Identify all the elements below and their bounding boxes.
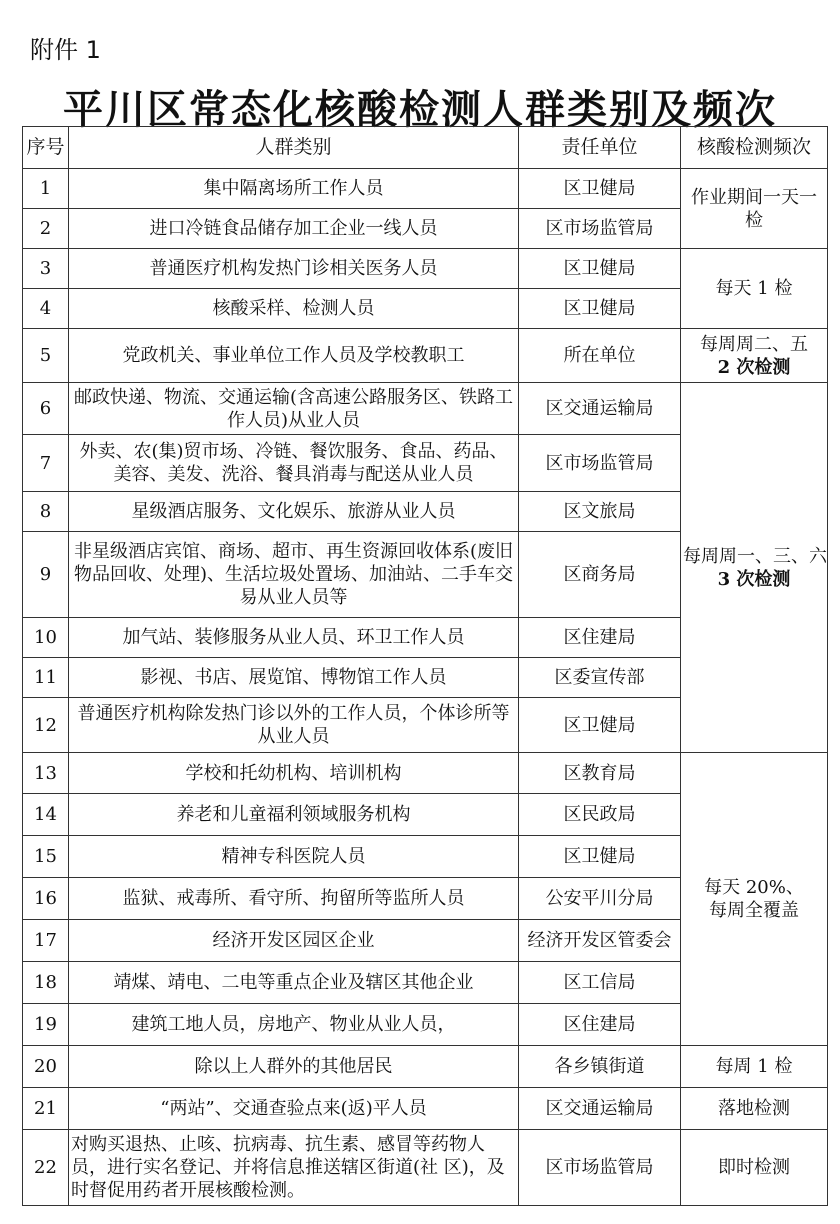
row-group: 非星级酒店宾馆、商场、超市、再生资源回收体系(废旧物品回收、处理)、生活垃圾处置场、加油站、二手车交易从业人员等 xyxy=(69,532,519,618)
table-row xyxy=(23,169,828,209)
row-group: 进口冷链食品储存加工企业一线人员 xyxy=(69,209,519,249)
table-row xyxy=(23,1130,828,1206)
table-row xyxy=(23,1046,828,1088)
row-unit: 区文旅局 xyxy=(519,492,681,532)
row-unit: 区住建局 xyxy=(519,618,681,658)
row-unit: 区工信局 xyxy=(519,962,681,1004)
row-group: 学校和托幼机构、培训机构 xyxy=(69,753,519,794)
document-title: 平川区常态化核酸检测人群类别及频次 xyxy=(63,87,777,133)
row-no: 8 xyxy=(23,492,69,532)
row-no: 16 xyxy=(23,878,69,920)
row-unit: 区委宣传部 xyxy=(519,658,681,698)
row-no: 12 xyxy=(23,698,69,753)
row-unit: 区交通运输局 xyxy=(519,383,681,435)
freq-cell xyxy=(681,753,828,1046)
freq-cell: 作业期间一天一检 xyxy=(681,169,828,249)
row-no: 10 xyxy=(23,618,69,658)
row-unit: 区住建局 xyxy=(519,1004,681,1046)
row-group: 核酸采样、检测人员 xyxy=(69,289,519,329)
header-row xyxy=(23,127,828,169)
freq-line: 每周周一、三、六 xyxy=(683,545,827,567)
header-group: 人群类别 xyxy=(69,127,519,169)
row-group: 党政机关、事业单位工作人员及学校教职工 xyxy=(69,329,519,383)
header-freq: 核酸检测频次 xyxy=(681,127,828,169)
row-unit: 区卫健局 xyxy=(519,836,681,878)
row-unit: 区民政局 xyxy=(519,794,681,836)
freq-line: 每周全覆盖 xyxy=(709,900,799,921)
row-no: 22 xyxy=(23,1130,69,1206)
row-no: 6 xyxy=(23,383,69,435)
row-no: 13 xyxy=(23,753,69,794)
row-no: 21 xyxy=(23,1088,69,1130)
row-no: 14 xyxy=(23,794,69,836)
row-group: 普通医疗机构除发热门诊以外的工作人员，个体诊所等从业人员 xyxy=(69,698,519,753)
row-unit: 区卫健局 xyxy=(519,249,681,289)
row-group: 除以上人群外的其他居民 xyxy=(69,1046,519,1088)
row-group: 外卖、农(集)贸市场、冷链、餐饮服务、食品、药品、美容、美发、洗浴、餐具消毒与配送从业人员 xyxy=(69,435,519,492)
row-group: “两站”、交通查验点来(返)平人员 xyxy=(69,1088,519,1130)
row-no: 3 xyxy=(23,249,69,289)
freq-line: 每天 20%、 xyxy=(704,877,804,898)
row-group: 星级酒店服务、文化娱乐、旅游从业人员 xyxy=(69,492,519,532)
table-row xyxy=(23,329,828,383)
row-unit: 各乡镇街道 xyxy=(519,1046,681,1088)
testing-table xyxy=(22,126,828,1206)
row-no: 5 xyxy=(23,329,69,383)
row-no: 15 xyxy=(23,836,69,878)
freq-cell: 即时检测 xyxy=(681,1130,828,1206)
table-row xyxy=(23,249,828,289)
row-unit: 区交通运输局 xyxy=(519,1088,681,1130)
row-unit: 经济开发区管委会 xyxy=(519,920,681,962)
row-group: 经济开发区园区企业 xyxy=(69,920,519,962)
row-no: 7 xyxy=(23,435,69,492)
freq-cell xyxy=(681,329,828,383)
row-group: 养老和儿童福利领域服务机构 xyxy=(69,794,519,836)
table-row xyxy=(23,753,828,794)
row-no: 11 xyxy=(23,658,69,698)
row-unit: 区卫健局 xyxy=(519,169,681,209)
row-group: 建筑工地人员，房地产、物业从业人员， xyxy=(69,1004,519,1046)
header-unit: 责任单位 xyxy=(519,127,681,169)
row-no: 19 xyxy=(23,1004,69,1046)
row-no: 9 xyxy=(23,532,69,618)
row-group: 影视、书店、展览馆、博物馆工作人员 xyxy=(69,658,519,698)
freq-cell: 每周 1 检 xyxy=(681,1046,828,1088)
row-group: 精神专科医院人员 xyxy=(69,836,519,878)
row-group: 普通医疗机构发热门诊相关医务人员 xyxy=(69,249,519,289)
row-group: 集中隔离场所工作人员 xyxy=(69,169,519,209)
attachment-label: 附件 1 xyxy=(30,36,101,64)
freq-line: 每周周二、五 xyxy=(700,333,808,355)
row-unit: 区卫健局 xyxy=(519,289,681,329)
freq-cell: 落地检测 xyxy=(681,1088,828,1130)
row-unit: 所在单位 xyxy=(519,329,681,383)
row-no: 1 xyxy=(23,169,69,209)
row-unit: 公安平川分局 xyxy=(519,878,681,920)
row-group: 对购买退热、止咳、抗病毒、抗生素、感冒等药物人员，进行实名登记、并将信息推送辖区街道(社 区)，及时督促用药者开展核酸检测。 xyxy=(69,1130,519,1206)
row-group: 靖煤、靖电、二电等重点企业及辖区其他企业 xyxy=(69,962,519,1004)
row-unit: 区市场监管局 xyxy=(519,435,681,492)
row-no: 18 xyxy=(23,962,69,1004)
row-no: 20 xyxy=(23,1046,69,1088)
header-no: 序号 xyxy=(23,127,69,169)
row-no: 2 xyxy=(23,209,69,249)
freq-cell: 每天 1 检 xyxy=(681,249,828,329)
freq-line: 2 次检测 xyxy=(717,356,791,378)
row-unit: 区市场监管局 xyxy=(519,209,681,249)
row-group: 监狱、戒毒所、看守所、拘留所等监所人员 xyxy=(69,878,519,920)
freq-line: 3 次检测 xyxy=(717,568,791,590)
row-unit: 区教育局 xyxy=(519,753,681,794)
freq-cell xyxy=(681,383,828,753)
row-no: 4 xyxy=(23,289,69,329)
row-group: 邮政快递、物流、交通运输(含高速公路服务区、铁路工作人员)从业人员 xyxy=(69,383,519,435)
row-unit: 区商务局 xyxy=(519,532,681,618)
table-row xyxy=(23,383,828,435)
table-row xyxy=(23,1088,828,1130)
row-unit: 区卫健局 xyxy=(519,698,681,753)
row-unit: 区市场监管局 xyxy=(519,1130,681,1206)
row-group: 加气站、装修服务从业人员、环卫工作人员 xyxy=(69,618,519,658)
row-no: 17 xyxy=(23,920,69,962)
